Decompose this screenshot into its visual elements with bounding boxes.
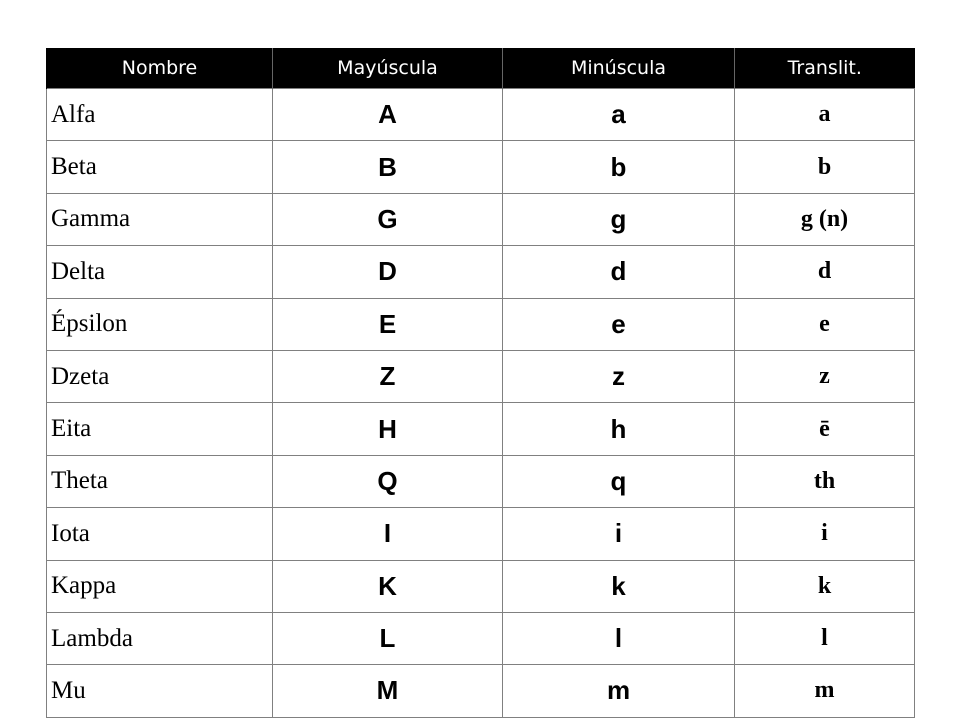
cell-name: Lambda <box>47 612 273 664</box>
cell-upper: D <box>273 246 503 298</box>
cell-name: Beta <box>47 141 273 193</box>
table-body <box>47 89 915 718</box>
cell-lower: k <box>503 560 735 612</box>
cell-name: Épsilon <box>47 298 273 350</box>
cell-upper: M <box>273 665 503 717</box>
table-row <box>47 560 915 612</box>
cell-lower: d <box>503 246 735 298</box>
cell-lower: a <box>503 89 735 141</box>
cell-lower: b <box>503 141 735 193</box>
cell-upper: Q <box>273 455 503 507</box>
cell-translit: d <box>735 246 915 298</box>
cell-lower: z <box>503 350 735 402</box>
table-row <box>47 612 915 664</box>
cell-translit: a <box>735 89 915 141</box>
cell-upper: E <box>273 298 503 350</box>
cell-name: Delta <box>47 246 273 298</box>
cell-name: Theta <box>47 455 273 507</box>
header-name: Nombre <box>47 48 273 89</box>
cell-upper: L <box>273 612 503 664</box>
cell-lower: i <box>503 508 735 560</box>
cell-name: Gamma <box>47 193 273 245</box>
table-row <box>47 141 915 193</box>
cell-upper: A <box>273 89 503 141</box>
cell-upper: G <box>273 193 503 245</box>
cell-translit: m <box>735 665 915 717</box>
cell-lower: m <box>503 665 735 717</box>
cell-name: Eita <box>47 403 273 455</box>
cell-translit: i <box>735 508 915 560</box>
cell-upper: K <box>273 560 503 612</box>
cell-name: Kappa <box>47 560 273 612</box>
cell-lower: q <box>503 455 735 507</box>
cell-upper: I <box>273 508 503 560</box>
table-row <box>47 403 915 455</box>
cell-translit: b <box>735 141 915 193</box>
cell-lower: e <box>503 298 735 350</box>
header-lower: Minúscula <box>503 48 735 89</box>
cell-name: Mu <box>47 665 273 717</box>
table-row <box>47 89 915 141</box>
cell-lower: h <box>503 403 735 455</box>
cell-upper: H <box>273 403 503 455</box>
cell-name: Iota <box>47 508 273 560</box>
table-header <box>47 48 915 89</box>
cell-upper: B <box>273 141 503 193</box>
cell-translit: th <box>735 455 915 507</box>
cell-translit: e <box>735 298 915 350</box>
table-row <box>47 298 915 350</box>
cell-name: Alfa <box>47 89 273 141</box>
table-row <box>47 665 915 717</box>
table-row <box>47 193 915 245</box>
cell-translit: z <box>735 350 915 402</box>
cell-lower: l <box>503 612 735 664</box>
cell-upper: Z <box>273 350 503 402</box>
cell-translit: g (n) <box>735 193 915 245</box>
header-translit: Translit. <box>735 48 915 89</box>
table-row <box>47 455 915 507</box>
table-row <box>47 508 915 560</box>
table-row <box>47 350 915 402</box>
cell-translit: k <box>735 560 915 612</box>
cell-translit: ē <box>735 403 915 455</box>
cell-lower: g <box>503 193 735 245</box>
table-row <box>47 246 915 298</box>
header-upper: Mayúscula <box>273 48 503 89</box>
cell-name: Dzeta <box>47 350 273 402</box>
header-row <box>47 48 915 89</box>
cell-translit: l <box>735 612 915 664</box>
greek-alphabet-table <box>46 48 915 718</box>
